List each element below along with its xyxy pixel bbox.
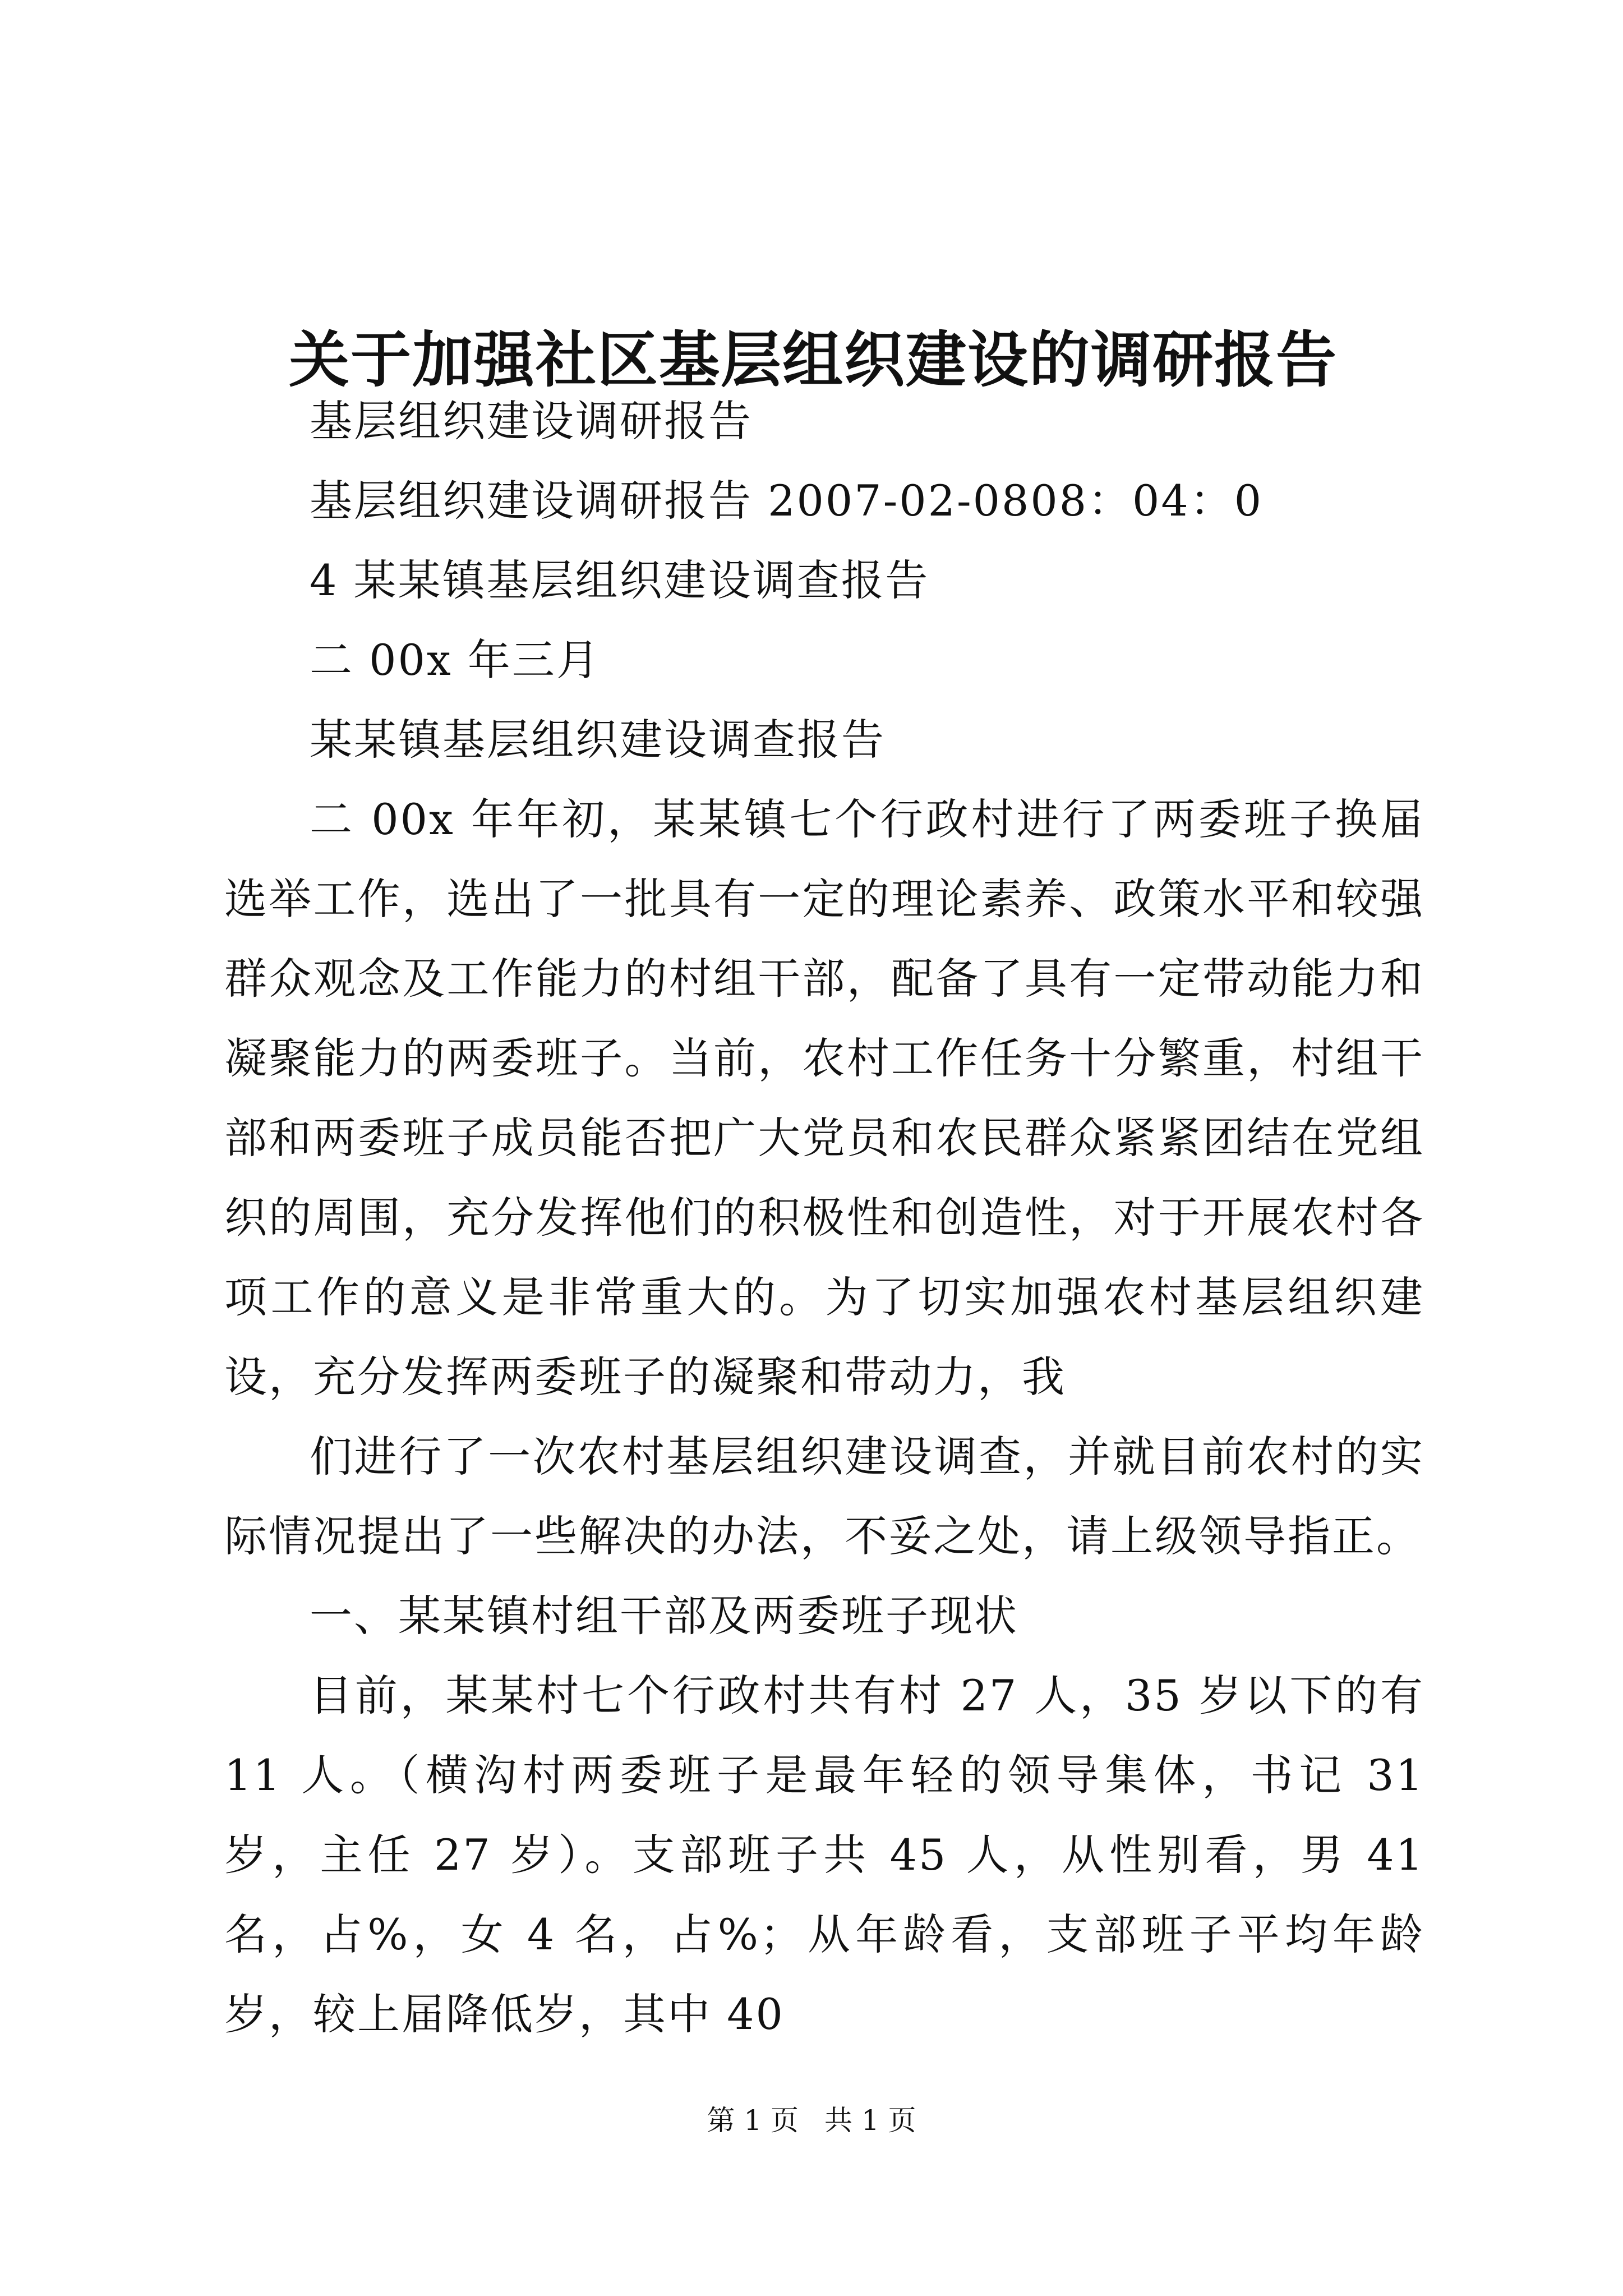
section-heading-one: 一、某某镇村组干部及两委班子现状 <box>310 1591 1018 1641</box>
paragraph-report-title: 某某镇基层组织建设调查报告 <box>310 715 886 765</box>
page-total: 共 1 页 <box>824 2104 916 2137</box>
paragraph-status: 目前，某某村七个行政村共有村 27 人，35 岁以下的有 11 人。（横沟村两委班子是最年轻的领导集体，书记 31 岁，主任 27 岁）。支部班子共 45 人，从性别看，男 41 名，占%，女 4 名，占%；从年龄看，支部班子平均年龄岁，较上届降低岁，其中 40 <box>224 1671 1424 2039</box>
paragraph-report-heading: 4 某某镇基层组织建设调查报告 <box>310 555 930 605</box>
paragraph-intro-continued: 们进行了一次农村基层组织建设调查，并就目前农村的实际情况提出了一些解决的办法，不妥之处，请上级领导指正。 <box>224 1432 1424 1561</box>
paragraph-subtitle: 基层组织建设调研报告 <box>310 396 753 446</box>
document-title: 关于加强社区基层组织建设的调研报告 <box>288 325 1338 396</box>
page-number: 第 1 页 <box>707 2104 799 2137</box>
paragraph-dateline: 基层组织建设调研报告 2007-02-0808：04：0 <box>310 476 1264 526</box>
page-footer <box>0 2101 1623 2140</box>
paragraph-intro: 二 00x 年年初，某某镇七个行政村进行了两委班子换届选举工作，选出了一批具有一定的理论素养、政策水平和较强群众观念及工作能力的村组干部，配备了具有一定带动能力和凝聚能力的两委班子。当前，农村工作任务十分繁重，村组干部和两委班子成员能否把广大党员和农民群众紧紧团结在党组织的周围，充分发挥他们的积极性和创造性，对于开展农村各项工作的意义是非常重大的。为了切实加强农村基层组织建设，充分发挥两委班子的凝聚和带动力，我 <box>224 794 1424 1402</box>
document-body <box>224 381 1424 2054</box>
paragraph-date: 二 00x 年三月 <box>310 635 601 685</box>
